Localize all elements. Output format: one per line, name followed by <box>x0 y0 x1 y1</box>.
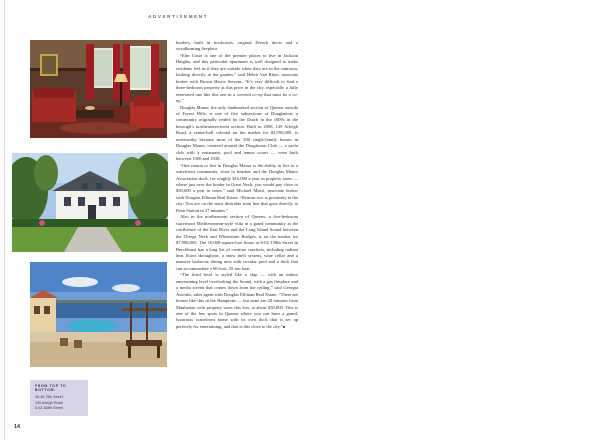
caption-line: 139 Arleigh Road <box>35 400 63 405</box>
article-paragraph: “One reason to live in Douglas Manor is the ability to live in a waterfront community, close to beaches and the Douglas Manor Association dock, for roughly $16,000 a year in property taxes — where just over the border in Great Neck, you would pay close to $50,000 a year in taxes,” said Michael Mistri, associate broker with Douglas Elliman Real Estate. “Reason two is proximity to the city: You are on the most desirable train line that goes directly to Penn Station in 27 minutes.” <box>176 162 298 213</box>
caption-line: 6-02 158th Street <box>35 406 63 411</box>
article-paragraph: Douglas Manor, the only landmarked section of Queens outside of Forest Hills, is one of five subsections of Douglaston, a community originally settled by the Dutch in the 1600s in the borough’s northeastern-most section. Built in 2008, 139 Arleigh Road, a center-hall colonial on the market for $2,950,000, is noteworthy because most of the 300 single-family homes in Douglas Manor, centered around the Douglaston Club — a yacht club with a restaurant, pool and tennis courts — were built between 1900 and 1930. <box>176 104 298 162</box>
page-number: 14 <box>14 424 20 430</box>
advertisement-label: ADVERTISEMENT <box>148 14 209 19</box>
article-text-column <box>176 40 298 330</box>
article-paragraph: borders, built in bookcases, original French doors and a woodburning fireplace. <box>176 40 298 52</box>
waterfront-villa-photo <box>30 262 167 367</box>
page-edge <box>4 0 5 440</box>
living-room-photo <box>30 40 167 138</box>
article-paragraph: Also in the northeastern section of Queens, a five-bedroom waterfront Mediterranean-style villa in a gated community at the confluence of the East River and the Long Island Sound between the Throgs Neck and Whitestone Bridges, is on the market for $7,988,000. The 10,000-square-foot home at 6-02 158th Street in Beechhurst has a long list of creature comforts, including radiant heat floors throughout, a snow melt system, wine cellar and a massive barbecue dining area with circular pool and a dock that can accommodate a 60-foot, 35-ton boat. <box>176 214 298 271</box>
article-paragraph-text: “The third level is styled like a ship — with an indoor entertaining level overlooking the Sound, with a gas fireplace and a media screen that comes down from the ceiling,” said Georgia Asonitis, sales agent with Douglas Elliman Real Estate. “There are homes like this in the Hamptons — but none are 20 minutes from Manhattan with property taxes this low, at about $30,000. This is one of the few spots in Queens where you can have a grand, luxurious waterfront home with its own dock that is set up perfectly for entertaining, and that is this close to the city.” <box>176 272 298 329</box>
article-paragraph-last <box>176 272 298 330</box>
caption-line: 35-46 79th Street <box>35 395 63 399</box>
photo-caption-box <box>30 380 88 416</box>
caption-title: FROM TOP TO BOTTOM: <box>35 384 67 392</box>
article-paragraph: “Elm Court is one of the premier places to live in Jackson Heights, and this particular apartment is well designed to make residents feel as if they are outside when they are in the sunroom, looking directly at the garden,” said Helen Van Rhyn, associate broker with Brown Harris Stevens. “It’s very difficult to find a three-bedroom property at this price in the city, especially a fully renovated one like this one in a coveted co-op that must be a co-op.” <box>176 52 298 104</box>
colonial-house-photo <box>12 153 168 252</box>
end-mark-icon: ■ <box>282 323 286 329</box>
